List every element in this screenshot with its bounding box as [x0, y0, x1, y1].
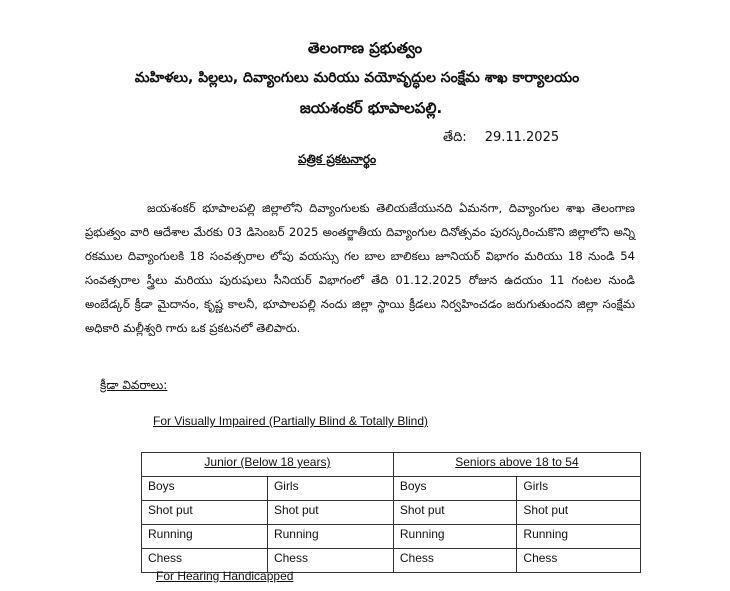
date-line — [443, 130, 559, 148]
table-cell: Running — [142, 525, 268, 549]
table-row — [142, 477, 641, 501]
table-cell: Running — [267, 525, 393, 549]
table-cell: Chess — [142, 549, 268, 573]
table-cell: Running — [517, 525, 641, 549]
table-cell: Chess — [267, 549, 393, 573]
events-table — [141, 452, 641, 573]
table-cell: Chess — [517, 549, 641, 573]
subject-heading: పత్రిక ప్రకటనార్థం — [298, 152, 377, 166]
table-cell: Girls — [517, 477, 641, 501]
junior-group-header: Junior (Below 18 years) — [142, 453, 394, 477]
table-cell: Shot put — [393, 501, 517, 525]
table-cell: Chess — [393, 549, 517, 573]
table-cell: Boys — [142, 477, 268, 501]
table-row — [142, 525, 641, 549]
date-value: 29.11.2025 — [484, 130, 560, 145]
senior-group-header: Seniors above 18 to 54 — [393, 453, 640, 477]
category-visually-impaired: For Visually Impaired (Partially Blind & Totally Blind) — [153, 414, 428, 428]
table-cell: Shot put — [267, 501, 393, 525]
category-hearing-handicapped: For Hearing Handicapped — [156, 569, 294, 583]
sports-details-title: క్రీడా వివరాలు: — [100, 378, 168, 392]
header-department: మహిళలు, పిల్లలు, దివ్యాంగులు మరియు వయోవృద్ధుల సంక్షేమ శాఖ కార్యాలయం — [134, 70, 580, 86]
table-cell: Shot put — [517, 501, 641, 525]
body-paragraph: జయశంకర్ భూపాలపల్లి జిల్లాలోని దివ్యాంగులకు తెలియజేయునది ఏమనగా, దివ్యాంగుల శాఖ తెలంగాణ ప్రభుత్వం వారి ఆదేశాల మేరకు 03 డిసెంబర్ 2025 అంతర్జాతీయ దివ్యాంగుల దినోత్సవం పురస్కరించుకొని జిల్లాలోని అన్ని రకముల దివ్యాంగులకి 18 సంవత్సరాల లోపు వయస్సు గల బాల బాలికలు జూనియర్ విభాగం మరియు 18 నుండి 54 సంవత్సరాల స్త్రీలు మరియు పురుషులు సీనియర్ విభాగంలో తేది 01.12.2025 రోజున ఉదయం 11 గంటల నుండి అంబేడ్కర్ క్రీడా మైదానం, కృష్ణ కాలనీ, భూపాలపల్లి నందు జిల్లా స్థాయి క్రీడలు నిర్వహించడం జరుగుతుందని జిల్లా సంక్షేమ అధికారి మల్లీశ్వరి గారు ఒక ప్రకటనలో తెలిపారు. — [85, 201, 635, 335]
header-district: జయశంకర్ భూపాలపల్లి. — [299, 99, 443, 117]
header-government: తెలంగాణ ప్రభుత్వం — [307, 39, 423, 57]
table-cell: Boys — [393, 477, 517, 501]
table-cell: Shot put — [142, 501, 268, 525]
table-cell: Running — [393, 525, 517, 549]
table-header-row — [142, 453, 641, 477]
date-label: తేది: — [443, 130, 467, 145]
table-cell: Girls — [267, 477, 393, 501]
table-row — [142, 501, 641, 525]
